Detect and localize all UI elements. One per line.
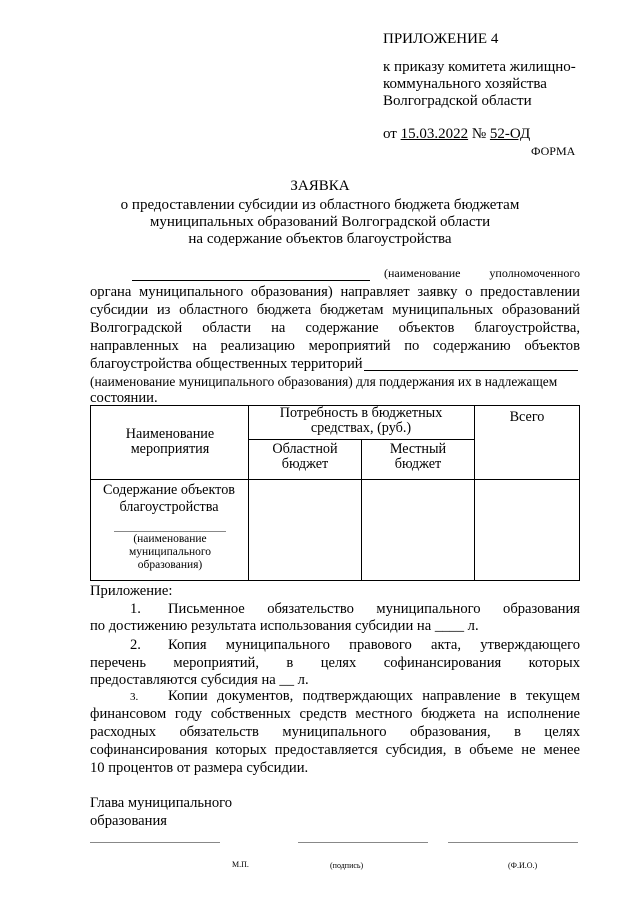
intro-line-2: органа муниципального образования) направляет заявку о предоставлении	[90, 284, 580, 300]
col-event-header: Наименование мероприятия	[125, 426, 215, 457]
doc-title: ЗАЯВКА	[290, 178, 350, 194]
attachment-3-line-2: финансовом году собственных средств местного бюджета на исполнение	[90, 706, 580, 722]
row-municipality-hint: (наименование муниципального образования)	[128, 533, 212, 571]
organ-name-blank	[132, 280, 370, 281]
attachment-2-line-3: предоставляются субсидия на __ л.	[90, 672, 309, 688]
intro-line-5: направленных на реализацию мероприятий по содержанию объектов	[90, 338, 580, 354]
attachments-heading: Приложение:	[90, 583, 173, 599]
attachment-2-line-1: Копия муниципального правового акта, утверждающего	[168, 637, 580, 653]
attachment-1-line-1: Письменное обязательство муниципального образования	[168, 601, 580, 617]
stamp-label: М.П.	[232, 860, 249, 869]
order-line-3: Волгоградской области	[383, 93, 532, 109]
intro-line-8: состоянии.	[90, 390, 158, 406]
attachment-3-number: 3.	[130, 691, 139, 703]
appendix-label: ПРИЛОЖЕНИЕ 4	[383, 31, 499, 47]
attachment-3-line-1: Копии документов, подтверждающих направление в текущем	[168, 688, 580, 704]
intro-line-4: Волгоградской области на содержание объектов благоустройства,	[90, 320, 580, 336]
col-local-header: Местный бюджет	[389, 441, 447, 472]
attachment-1-number: 1.	[130, 601, 141, 617]
number-sign: №	[471, 126, 487, 142]
order-date-line	[383, 126, 530, 143]
date-prefix: от	[383, 126, 397, 142]
col-need-header: Потребность в бюджетных средствах, (руб.)	[279, 405, 443, 436]
attachment-2-line-2: перечень мероприятий, в целях софинансирования которых	[90, 655, 580, 671]
order-date: 15.03.2022	[400, 126, 469, 142]
form-label: ФОРМА	[531, 144, 576, 158]
order-line-2: коммунального хозяйства	[383, 76, 547, 92]
head-title-line-1: Глава муниципального	[90, 795, 233, 811]
title-line-1: о предоставлении субсидии из областного бюджета бюджетам	[120, 197, 520, 213]
row-event-name: Содержание объектов благоустройства	[103, 482, 235, 515]
order-line-1: к приказу комитета жилищно-	[383, 59, 576, 75]
name-blank	[448, 842, 578, 843]
municipality-blank	[364, 370, 578, 371]
title-line-2: муниципальных образований Волгоградской области	[149, 214, 491, 230]
intro-line-3: субсидии из областного бюджета бюджетам муниципальных образований	[90, 302, 580, 318]
col-total-header: Всего	[509, 409, 545, 425]
title-line-3: на содержание объектов благоустройства	[188, 231, 452, 247]
col-regional-header: Областной бюджет	[272, 441, 338, 472]
order-number: 52-ОД	[489, 126, 531, 142]
attachment-3-line-5: 10 процентов от размера субсидии.	[90, 760, 309, 776]
attachment-1-line-2: по достижению результата использования субсидии на ____ л.	[90, 618, 479, 634]
stamp-blank	[90, 842, 220, 843]
attachment-3-line-3: расходных обязательств муниципального образования, в целях	[90, 724, 580, 740]
intro-line-6: благоустройства общественных территорий	[90, 356, 363, 372]
signature-label: (подпись)	[330, 861, 364, 870]
row-municipality-blank	[114, 531, 226, 532]
intro-line-7: (наименование муниципального образования) для поддержания их в надлежащем	[90, 374, 558, 389]
attachment-2-number: 2.	[130, 637, 141, 653]
head-title-line-2: образования	[90, 813, 167, 829]
attachment-3-line-4: софинансирования которых предоставляется субсидия, в объеме не менее	[90, 742, 580, 758]
signature-blank	[298, 842, 428, 843]
organ-name-hint: (наименование уполномоченного	[384, 266, 580, 280]
name-label: (Ф.И.О.)	[508, 861, 538, 870]
